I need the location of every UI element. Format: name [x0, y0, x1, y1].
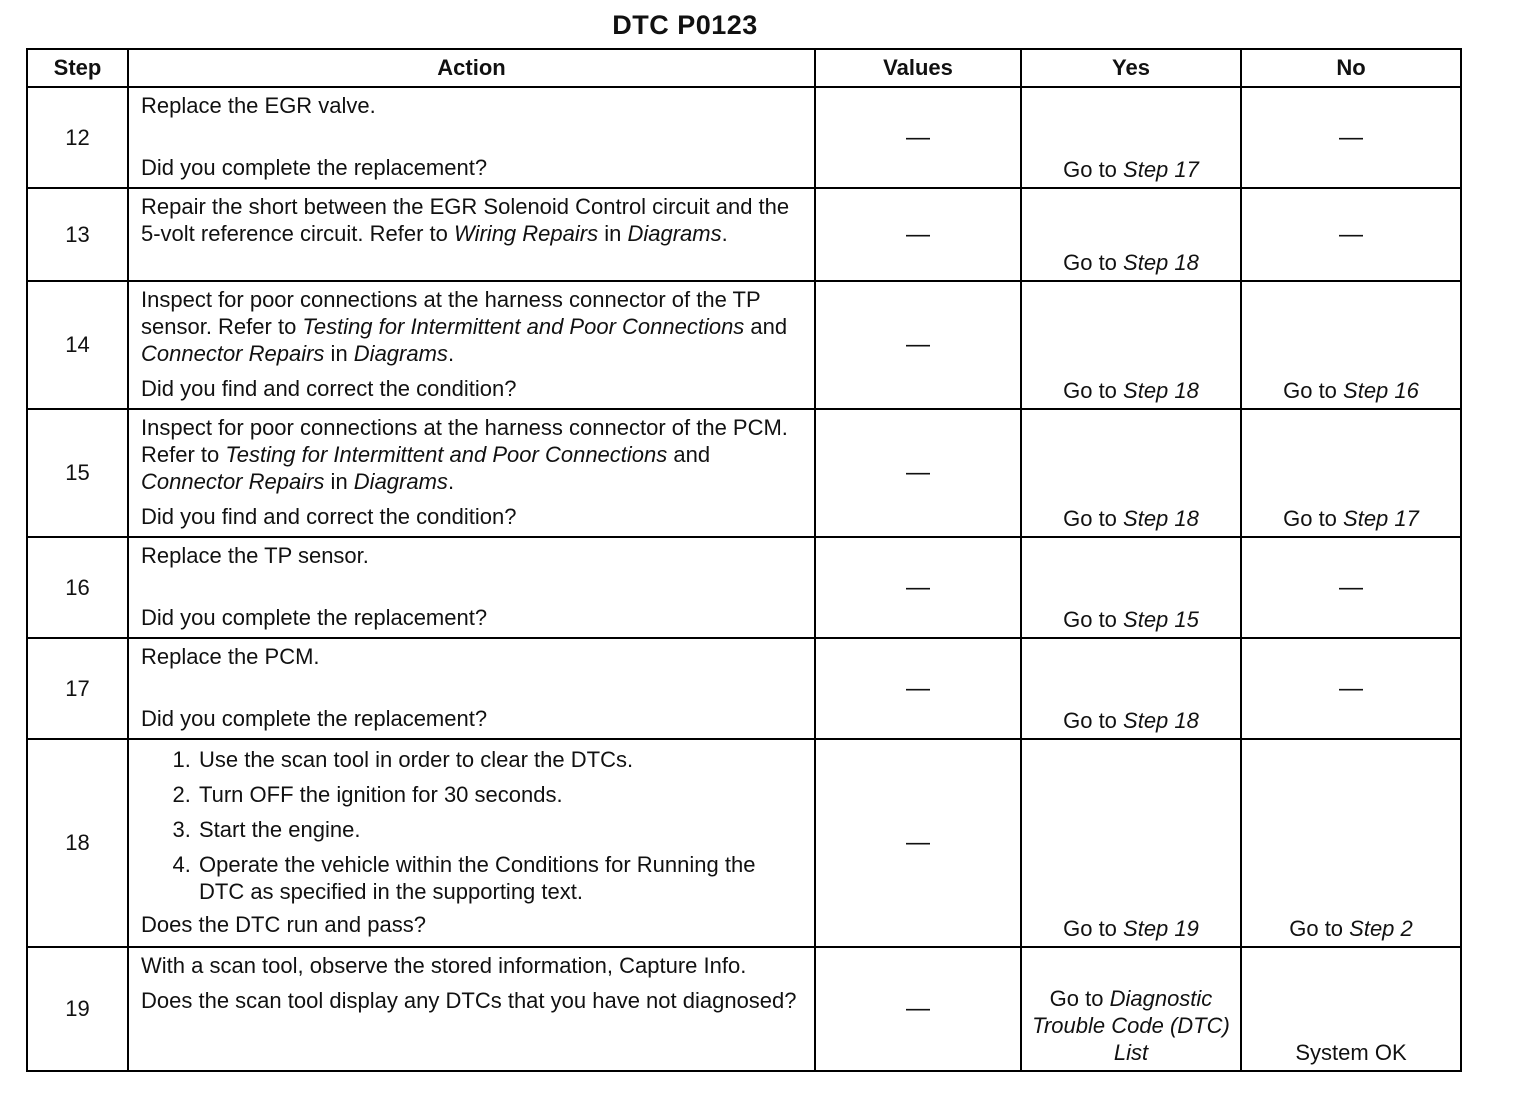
action-question: Did you complete the replacement?: [141, 605, 488, 630]
no-prefix: Go to: [1283, 378, 1344, 403]
no-cell: —: [1241, 188, 1461, 281]
action-question: Does the DTC run and pass?: [141, 912, 426, 937]
yes-prefix: Go to: [1049, 986, 1110, 1011]
yes-step-link: Step 18: [1123, 250, 1199, 275]
no-cell: [1241, 281, 1461, 409]
values-cell: —: [815, 739, 1021, 947]
step-number: 19: [27, 947, 128, 1071]
yes-step-link: Step 15: [1123, 607, 1199, 632]
action-text: With a scan tool, observe the stored information, Capture Info.: [141, 953, 747, 978]
action-cell: [128, 281, 815, 409]
no-cell: —: [1241, 638, 1461, 739]
no-cell: System OK: [1241, 947, 1461, 1071]
action-text: Replace the EGR valve.: [141, 93, 376, 118]
action-question: Does the scan tool display any DTCs that you have not diagnosed?: [141, 988, 797, 1013]
values-cell: —: [815, 638, 1021, 739]
action-question: Did you complete the replacement?: [141, 706, 488, 731]
action-reference: Connector Repairs: [141, 341, 325, 366]
yes-prefix: Go to: [1063, 506, 1124, 531]
table-row: [27, 409, 1461, 537]
diagnostic-table: [26, 48, 1462, 1072]
yes-prefix: Go to: [1063, 378, 1124, 403]
no-prefix: Go to: [1283, 506, 1344, 531]
step-number: 13: [27, 188, 128, 281]
step-number: 16: [27, 537, 128, 638]
list-item: 3. Start the engine.: [197, 816, 802, 843]
yes-cell: [1021, 537, 1241, 638]
action-text: in: [598, 221, 628, 246]
yes-prefix: Go to: [1063, 250, 1124, 275]
yes-cell: [1021, 409, 1241, 537]
header-values: Values: [815, 49, 1021, 87]
page-title: DTC P0123: [612, 10, 758, 40]
table-row: [27, 947, 1461, 1071]
action-cell: [128, 87, 815, 188]
yes-prefix: Go to: [1063, 607, 1124, 632]
no-step-link: Step 16: [1343, 378, 1419, 403]
values-cell: —: [815, 409, 1021, 537]
table-row: [27, 87, 1461, 188]
yes-step-link: Step 18: [1123, 506, 1199, 531]
table-row: [27, 188, 1461, 281]
action-cell: [128, 739, 815, 947]
action-reference: Diagrams: [353, 469, 448, 494]
yes-step-link: Step 18: [1123, 378, 1199, 403]
no-prefix: Go to: [1289, 916, 1350, 941]
action-reference: Testing for Intermittent and Poor Connections: [225, 442, 668, 467]
header-yes: Yes: [1021, 49, 1241, 87]
list-item: 1. Use the scan tool in order to clear the DTCs.: [197, 746, 802, 773]
yes-step-link: Step 19: [1123, 916, 1199, 941]
action-text: Replace the TP sensor.: [141, 543, 369, 568]
action-question: Did you complete the replacement?: [141, 155, 488, 180]
action-reference: Testing for Intermittent and Poor Connections: [302, 314, 745, 339]
step-number: 14: [27, 281, 128, 409]
action-cell: [128, 947, 815, 1071]
action-question: Did you find and correct the condition?: [141, 504, 517, 529]
no-cell: —: [1241, 87, 1461, 188]
no-step-link: Step 17: [1343, 506, 1419, 531]
yes-cell: [1021, 638, 1241, 739]
table-row: [27, 638, 1461, 739]
no-cell: [1241, 409, 1461, 537]
table-row: [27, 537, 1461, 638]
action-text: .: [447, 341, 455, 366]
action-reference: Diagrams: [353, 341, 448, 366]
header-step: Step: [27, 49, 128, 87]
procedure-list: [141, 746, 802, 905]
action-reference: Wiring Repairs: [454, 221, 599, 246]
step-number: 18: [27, 739, 128, 947]
action-reference: Diagrams: [627, 221, 722, 246]
action-cell: [128, 409, 815, 537]
action-text: Inspect for poor connections at the harness connector of the PCM. Refer to: [141, 415, 788, 467]
yes-cell: [1021, 739, 1241, 947]
action-text: and: [744, 314, 788, 339]
action-question: Did you find and correct the condition?: [141, 376, 517, 401]
header-row: [27, 49, 1461, 87]
action-reference: Connector Repairs: [141, 469, 325, 494]
yes-diagnostic-link: Diagnostic Trouble Code (DTC) List: [1032, 986, 1230, 1065]
action-text: and: [667, 442, 711, 467]
no-step-link: Step 2: [1349, 916, 1413, 941]
action-cell: [128, 537, 815, 638]
action-cell: [128, 188, 815, 281]
step-number: 17: [27, 638, 128, 739]
values-cell: —: [815, 87, 1021, 188]
action-text: .: [721, 221, 728, 246]
action-cell: [128, 638, 815, 739]
values-cell: —: [815, 947, 1021, 1071]
table-row: [27, 739, 1461, 947]
no-cell: [1241, 739, 1461, 947]
yes-prefix: Go to: [1063, 916, 1124, 941]
action-text: Repair the short between the EGR Solenoid Control circuit and the 5-volt reference circuit. Refer to: [141, 194, 790, 246]
values-cell: —: [815, 188, 1021, 281]
table-row: [27, 281, 1461, 409]
values-cell: —: [815, 281, 1021, 409]
header-no: No: [1241, 49, 1461, 87]
values-cell: —: [815, 537, 1021, 638]
yes-step-link: Step 17: [1123, 157, 1199, 182]
yes-cell: [1021, 947, 1241, 1071]
action-text: in: [324, 341, 354, 366]
yes-prefix: Go to: [1063, 157, 1124, 182]
action-text: in: [324, 469, 354, 494]
list-item: 4. Operate the vehicle within the Conditions for Running the DTC as specified in the supporting text.: [197, 851, 802, 905]
action-text: Inspect for poor connections at the harness connector of the TP sensor. Refer to: [141, 287, 761, 339]
yes-prefix: Go to: [1063, 708, 1124, 733]
action-text: Replace the PCM.: [141, 644, 320, 669]
step-number: 12: [27, 87, 128, 188]
header-action: Action: [128, 49, 815, 87]
no-cell: —: [1241, 537, 1461, 638]
action-text: .: [447, 469, 455, 494]
yes-cell: [1021, 87, 1241, 188]
yes-cell: [1021, 188, 1241, 281]
list-item: 2. Turn OFF the ignition for 30 seconds.: [197, 781, 802, 808]
yes-cell: [1021, 281, 1241, 409]
yes-step-link: Step 18: [1123, 708, 1199, 733]
step-number: 15: [27, 409, 128, 537]
